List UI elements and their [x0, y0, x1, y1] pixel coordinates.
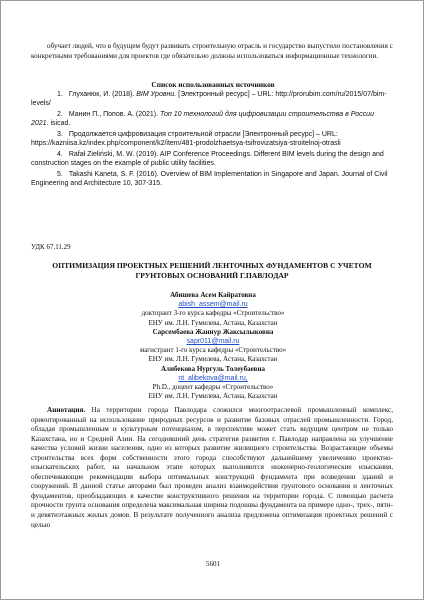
reference-text: Rafał Zieliński, M. W. (2019). AIP Conference Proceedings. Different BIM levels during the design and construction stages on the example of public utility facilities.: [31, 151, 384, 168]
article-title: ОПТИМИЗАЦИЯ ПРОЕКТНЫХ РЕШЕНИЙ ЛЕНТОЧНЫХ ФУНДАМЕНТОВ С УЧЕТОМ ГРУНТОВЫХ ОСНОВАНИЙ Г.ПАВЛОДАР: [52, 261, 372, 280]
reference-text: Takashi Kaneta, S. F. (2016). Overview of BIM Implementation in Singapore and Japan. Journal of Civil Engineering and Architecture 10, 307-315.: [31, 171, 388, 188]
intro-paragraph: обучает людей, что в будущем будут развивать строительную отрасль и государство выпустило постановления с конкретными требованиями для проектов где обязательно должны использоваться информационные технологии.: [31, 42, 393, 60]
abstract-paragraph: [31, 406, 393, 530]
author-email-link[interactable]: sapr011@mail.ru: [186, 338, 240, 346]
reference-text: Продолжается цифровизация строительной отрасли [Электронный ресурс] – URL: https://kazniisa.kz/index.php/component/k2/item/481-prodolzhaetsya-tsifrovizatsiya-stroitelnoj-otrasli: [31, 131, 341, 148]
author-name: Алибекова Нургуль Толеубаевна: [161, 364, 265, 373]
author-affiliation: ЕНУ им. Л.Н. Гумилева, Астана, Казахстан: [148, 355, 278, 364]
reference-item: [31, 170, 393, 189]
reference-title: Топ 10 технологий для цифровизации строительства в России 2021.: [31, 111, 374, 128]
reference-text-tail: [Электронный ресурс] – URL: http://prorubim.com/ru/2015/07/bim-levels/: [31, 91, 387, 108]
udc-code: УДК 67.11.29: [31, 243, 71, 251]
author-position: докторант 3-го курса кафедры «Строительство»: [141, 309, 285, 318]
author-affiliation: ЕНУ им. Л.Н. Гумилева, Астана, Казахстан: [148, 392, 278, 401]
reference-number: 2.: [57, 111, 63, 118]
reference-item: [31, 90, 393, 109]
references-heading: Список использованных источников: [151, 80, 275, 89]
reference-number: 5.: [57, 171, 63, 178]
reference-title: BIM Уровни.: [136, 91, 177, 98]
author-position: магистрант 1-го курса кафедры «Строительство»: [139, 346, 287, 355]
abstract-label: Аннотация.: [47, 406, 86, 414]
reference-text: Манин П., Попов. А. (2021).: [68, 111, 160, 118]
author-name: Абишева Асем Кайратовна: [170, 291, 256, 299]
author-email-link[interactable]: nt_alibekova@mail.ru,: [178, 374, 248, 382]
reference-text: Глуханюк, И. (2018).: [68, 91, 137, 98]
author-name: Сарсембаева Жаннур Жаксылыковна: [152, 327, 274, 336]
reference-item: [31, 150, 393, 169]
page-number: 5601: [206, 560, 220, 568]
abstract-text: На территории города Павлодара сложился многоотраслевой промышленный комплекс, ориентированный на использование природных ресурсов и развитие базовых отраслей промышленности. Город, обладая промышленным и культурным потенциалом, в перспективе может стать ведущим центром не только Казахстана, но и Средней Азии. На сегодняшний день стратегия развития г. Павлодар направлена на улучшение качества условий жизни населения, одно из которых развитие жилищного строительства. Возрастающие объемы строительства всех форм собственности этого города способствуют дальнейшему увеличению проектно-изыскательских работ, на начальном этапе которых выполняются инженерно-геологические изыскания, обеспечивающие рекомендации выбора оптимальных конструкций фундамента при возведении зданий и сооружений. В данной статье авторами был проведен анализ взаимодействия грунтового основания и ленточных фундаментов, преобладающих в качестве конструктивного решения на территории города. С помощью расчета прочности грунта основания определена максимальная ширина подошвы фундамента на примере одно-, трех-, пяти- и девятиэтажных жилых домов. В результате полученного анализа предложена оптимизация проектных решений с целью: [31, 406, 393, 529]
reference-number: 4.: [57, 151, 63, 158]
reference-number: 1.: [57, 91, 63, 98]
reference-item: [31, 130, 393, 149]
author-affiliation: ЕНУ им. Л.Н. Гумилева, Астана, Казахстан: [148, 318, 278, 327]
reference-text-tail: isicad.: [48, 120, 71, 128]
reference-number: 3.: [57, 131, 63, 138]
authors-block: [1, 291, 424, 401]
references-list: [31, 90, 393, 190]
author-email-link[interactable]: abish_assem@mail.ru: [178, 301, 248, 309]
reference-item: [31, 110, 393, 129]
author-position: Ph.D., доцент кафедры «Строительство»: [152, 383, 274, 392]
